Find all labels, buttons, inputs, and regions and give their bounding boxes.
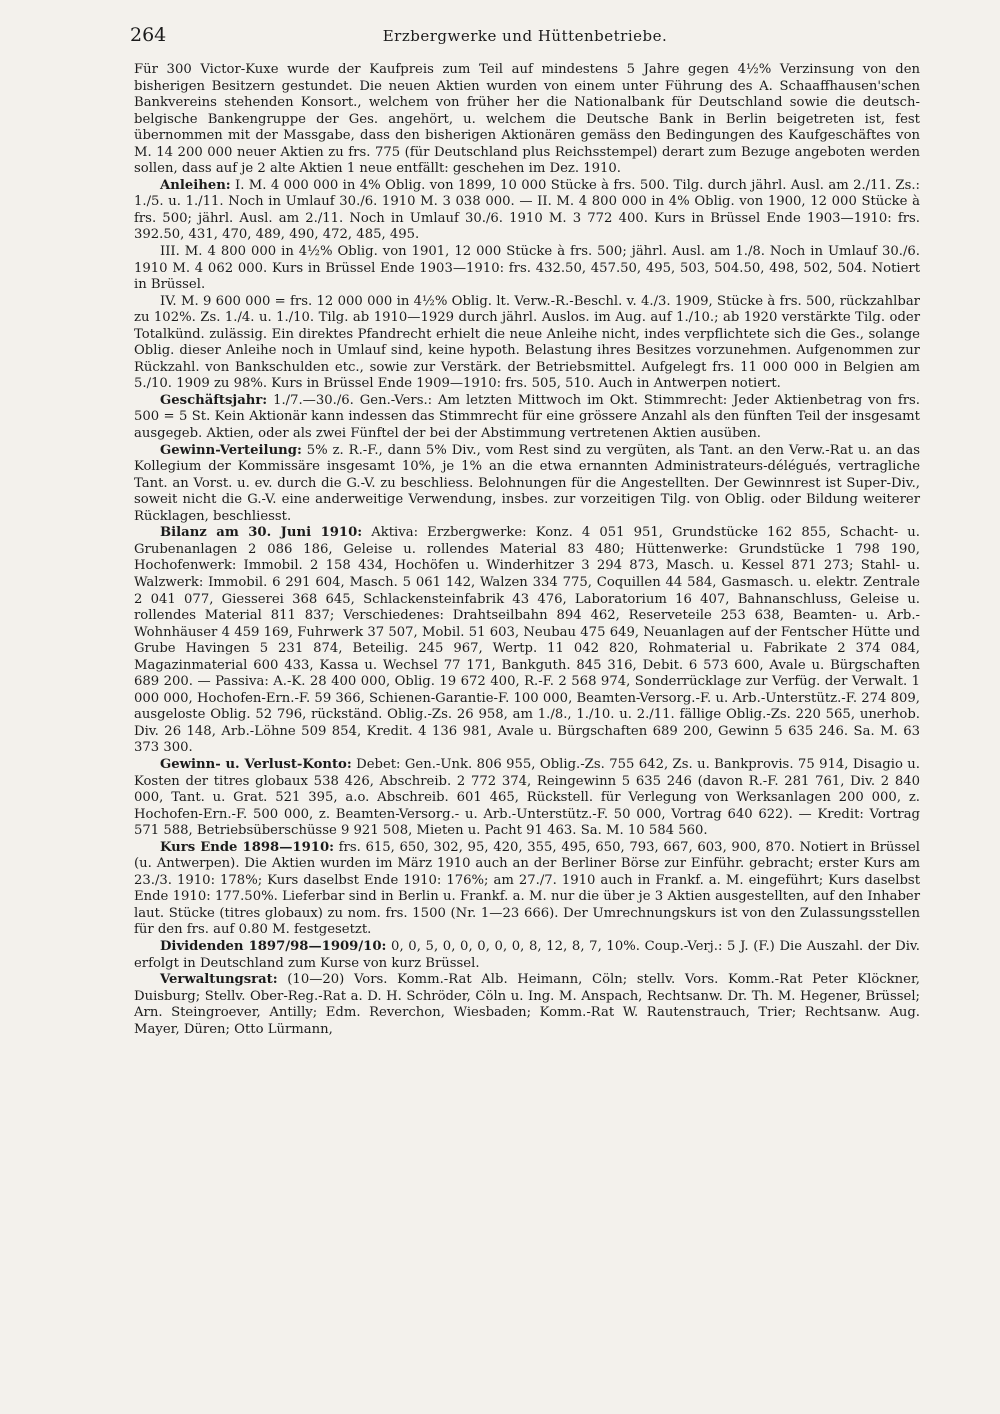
paragraph-lead: Geschäftsjahr:: [160, 392, 268, 408]
paragraph-gewinn-verlust: Gewinn- u. Verlust-Konto: Debet: Gen.-Unk. 806 955, Oblig.-Zs. 755 642, Zs. u. Bankprovis. 75 914, Disagio u. Kosten der titres globaux 538 426, Abschreib. 2 772 374, Reingewinn 5 635 246 (davon R.-F. 281 761, Div. 2 840 000, Tant. u. Grat. 521 395, a.o. Abschreib. 601 465, Rückstell. für Verlegung von Werksanlagen 200 000, z. Hochofen-Ern.-F. 500 000, z. Beamten-Versorg.- u. Arb.-Unterstütz.-F. 50 000, Vortrag 640 622). — Kredit: Vortrag 571 588, Betriebsüberschüsse 9 921 508, Mieten u. Pacht 91 463. Sa. M. 10 584 560.: [134, 756, 920, 839]
page-number: 264: [130, 24, 167, 46]
paragraph-lead: Gewinn-Verteilung:: [160, 442, 302, 458]
paragraph-anleihe-iii: III. M. 4 800 000 in 4½% Oblig. von 1901, 12 000 Stücke à frs. 500; jährl. Ausl. am 1./8. Noch in Umlauf 30./6. 1910 M. 4 062 000. Kurs in Brüssel Ende 1903—1910: frs. 432.50, 457.50, 495, 503, 504.50, 498, 502, 504. Notiert in Brüssel.: [134, 244, 920, 293]
paragraph-bilanz: Bilanz am 30. Juni 1910: Aktiva: Erzbergwerke: Konz. 4 051 951, Grundstücke 162 855, Schacht- u. Grubenanlagen 2 086 186, Geleise u. rollendes Material 83 480; Hüttenwerke: Grundstücke 1 798 190, Hochofenwerk: Immobil. 2 158 434, Hochöfen u. Winderhitzer 3 294 873, Masch. u. Kessel 871 273; Stahl- u. Walzwerk: Immobil. 6 291 604, Masch. 5 061 142, Walzen 334 775, Coquillen 44 584, Gasmasch. u. elektr. Zentrale 2 041 077, Giesserei 368 645, Schlackensteinfabrik 43 476, Laboratorium 16 407, Bahnanschluss, Geleise u. rollendes Material 811 837; Verschiedenes: Drahtseilbahn 894 462, Reserveteile 253 638, Beamten- u. Arb.-Wohnhäuser 4 459 169, Fuhrwerk 37 507, Mobil. 51 603, Neubau 475 649, Neuanlagen auf der Fentscher Hütte und Grube Havingen 5 231 874, Beteilig. 245 967, Wertp. 11 042 820, Rohmaterial u. Fabrikate 2 374 084, Magazinmaterial 600 433, Kassa u. Wechsel 77 171, Bankguth. 845 316, Debit. 6 573 600, Avale u. Bürgschaften 689 200. — Passiva: A.-K. 28 400 000, Oblig. 19 672 400, R.-F. 2 568 974, Sonderrücklage zur Verfüg. der Verwalt. 1 000 000, Hochofen-Ern.-F. 59 366, Schienen-Garantie-F. 100 000, Beamten-Versorg.-F. u. Arb.-Unterstütz.-F. 274 809, ausgeloste Oblig. 52 796, rückständ. Oblig.-Zs. 26 958, am 1./8., 1./10. u. 2./11. fällige Oblig.-Zs. 220 565, unerhob. Div. 26 148, Arb.-Löhne 509 854, Kredit. 4 136 981, Avale u. Bürgschaften 689 200, Gewinn 5 635 246. Sa. M. 63 373 300.: [134, 525, 920, 756]
paragraph-lead: Anleihen:: [160, 177, 231, 193]
paragraph-geschaeftsjahr: Geschäftsjahr: 1./7.—30./6. Gen.-Vers.: Am letzten Mittwoch im Okt. Stimmrecht: Jeder Aktienbetrag von frs. 500 = 5 St. Kein Aktionär kann indessen das Stimmrecht für eine grössere Anzahl als den fünften Teil der insgesamt ausgegeb. Aktien, oder als zwei Fünftel der bei der Abstimmung vertretenen Aktien ausüben.: [134, 392, 920, 442]
running-head: Erzbergwerke und Hüttenbetriebe.: [382, 27, 668, 45]
paragraph-dividenden: Dividenden 1897/98—1909/10: 0, 0, 5, 0, 0, 0, 0, 0, 8, 12, 8, 7, 10%. Coup.-Verj.: 5 J. (F.) Die Auszahl. der Div. erfolgt in Deutschland zum Kurse von kurz Brüssel.: [134, 938, 920, 971]
paragraph-lead: Dividenden 1897/98—1909/10:: [160, 938, 387, 954]
paragraph-lead: Verwaltungsrat:: [160, 972, 278, 988]
paragraph-lead: Kurs Ende 1898—1910:: [160, 839, 334, 855]
page-body: [134, 62, 920, 1038]
paragraph-verwaltungsrat: Verwaltungsrat: (10—20) Vors. Komm.-Rat Alb. Heimann, Cöln; stellv. Vors. Komm.-Rat Peter Klöckner, Duisburg; Stellv. Ober-Reg.-Rat a. D. H. Schröder, Cöln u. Ing. M. Anspach, Rechtsanw. Dr. Th. M. Hegener, Brüssel; Arn. Steingroever, Antilly; Edm. Reverchon, Wiesbaden; Komm.-Rat W. Rautenstrauch, Trier; Rechtsanw. Aug. Mayer, Düren; Otto Lürmann,: [134, 972, 920, 1037]
paragraph-lead: Gewinn- u. Verlust-Konto:: [160, 756, 352, 772]
paragraph-kaufpreis: Für 300 Victor-Kuxe wurde der Kaufpreis zum Teil auf mindestens 5 Jahre gegen 4½% Verzinsung von den bisherigen Besitzern gestundet. Die neuen Aktien wurden von einem unter Führung des A. Schaaffhausen'schen Bankvereins stehenden Konsort., welchem von früher her die Nationalbank für Deutschland sowie die deutsch-belgische Bankengruppe der Ges. angehört, u. welchem die Deutsche Bank in Berlin beigetreten ist, fest übernommen mit der Massgabe, dass den bisherigen Aktionären gemäss den Bedingungen des Kaufgeschäftes von M. 14 200 000 neuer Aktien zu frs. 775 (für Deutschland plus Reichsstempel) derart zum Bezuge angeboten werden sollen, dass auf je 2 alte Aktien 1 neue entfällt: geschehen im Dez. 1910.: [134, 62, 920, 177]
paragraph-anleihen: Anleihen: I. M. 4 000 000 in 4% Oblig. von 1899, 10 000 Stücke à frs. 500. Tilg. durch jährl. Ausl. am 2./11. Zs.: 1./5. u. 1./11. Noch in Umlauf 30./6. 1910 M. 3 038 000. — II. M. 4 800 000 in 4% Oblig. von 1900, 12 000 Stücke à frs. 500; jährl. Ausl. am 2./11. Noch in Umlauf 30./6. 1910 M. 3 772 400. Kurs in Brüssel Ende 1903—1910: frs. 392.50, 431, 470, 489, 490, 472, 485, 495.: [134, 177, 920, 243]
page-header: [130, 24, 920, 62]
paragraph-lead: Bilanz am 30. Juni 1910:: [160, 525, 363, 541]
paragraph-kurs: Kurs Ende 1898—1910: frs. 615, 650, 302, 95, 420, 355, 495, 650, 793, 667, 603, 900, 870. Notiert in Brüssel (u. Antwerpen). Die Aktien wurden im März 1910 auch an der Berliner Börse zur Einführ. gebracht; erster Kurs am 23./3. 1910: 178%; Kurs daselbst Ende 1910: 176%; am 27./7. 1910 auch in Frankf. a. M. eingeführt; Kurs daselbst Ende 1910: 177.50%. Lieferbar sind in Berlin u. Frankf. a. M. nur die über je 3 Aktien ausgestellten, auf den Inhaber laut. Stücke (titres globaux) zu nom. frs. 1500 (Nr. 1—23 666). Der Umrechnungskurs ist von den Zulassungsstellen für den frs. auf 0.80 M. festgesetzt.: [134, 839, 920, 938]
paragraph-anleihe-iv: IV. M. 9 600 000 = frs. 12 000 000 in 4½% Oblig. lt. Verw.-R.-Beschl. v. 4./3. 1909, Stücke à frs. 500, rückzahlbar zu 102%. Zs. 1./4. u. 1./10. Tilg. ab 1910—1929 durch jährl. Auslos. im Aug. auf 1./10.; ab 1920 verstärkte Tilg. oder Totalkünd. zulässig. Ein direktes Pfandrecht erhielt die neue Anleihe nicht, indes verpflichtete sich die Ges., solange Oblig. dieser Anleihe noch in Umlauf sind, keine hypoth. Belastung ihres Besitzes vorzunehmen. Aufgenommen zur Rückzahl. von Bankschulden etc., sowie zur Verstärk. der Betriebsmittel. Aufgelegt frs. 11 000 000 in Belgien am 5./10. 1909 zu 98%. Kurs in Brüssel Ende 1909—1910: frs. 505, 510. Auch in Antwerpen notiert.: [134, 293, 920, 392]
paragraph-gewinn-verteilung: Gewinn-Verteilung: 5% z. R.-F., dann 5% Div., vom Rest sind zu vergüten, als Tant. an den Verw.-Rat u. an das Kollegium der Kommissäre insgesamt 10%, je 1% an die etwa ernannten Administrateurs-délégués, vertragliche Tant. an Vorst. u. ev. durch die G.-V. zu beschliess. Belohnungen für die Angestellten. Der Gewinnrest ist Super-Div., soweit nicht die G.-V. eine anderweitige Verwendung, insbes. zur vorzeitigen Tilg. von Oblig. oder Bildung weiterer Rücklagen, beschliesst.: [134, 442, 920, 524]
